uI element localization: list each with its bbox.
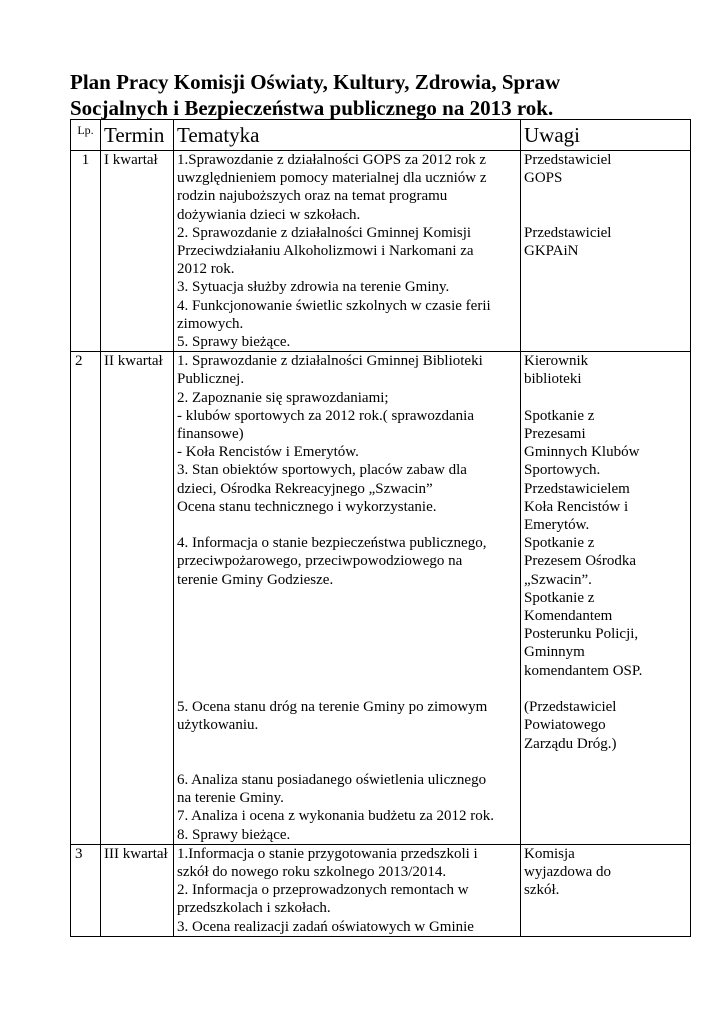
uwagi-line: szkół. [524, 882, 560, 899]
uwagi-line: GKPAiN [524, 243, 579, 260]
title-line-1: Plan Pracy Komisji Oświaty, Kultury, Zdrowia, Spraw [70, 70, 561, 94]
uwagi-line: Gminnych Klubów [524, 444, 640, 461]
uwagi-line: Prezesem Ośrodka [524, 553, 637, 570]
uwagi-line: Komendantem [524, 608, 613, 625]
uwagi-line: Prezesami [524, 426, 586, 443]
tematyka-line: rodzin najuboższych oraz na temat programu [177, 188, 448, 205]
row-uwagi [521, 352, 691, 844]
uwagi-line: Sportowych. [524, 462, 601, 479]
uwagi-line: Gminnym [524, 644, 585, 661]
tematyka-line: 2. Sprawozdanie z działalności Gminnej Komisji [177, 224, 472, 241]
tematyka-line: - Koła Rencistów i Emerytów. [177, 444, 359, 461]
uwagi-line: Posterunku Policji, [524, 626, 639, 643]
tematyka-line: przeciwpożarowego, przeciwpowodziowego na [177, 553, 463, 570]
tematyka-line: Publicznej. [177, 371, 245, 388]
tematyka-line: użytkowaniu. [177, 717, 259, 734]
tematyka-line: 1.Informacja o stanie przygotowania przedszkoli i [177, 845, 478, 862]
row-termin: I kwartał [101, 151, 174, 352]
tematyka-line: - klubów sportowych za 2012 rok.( sprawozdania [177, 407, 475, 424]
uwagi-line: Przedstawiciel [524, 224, 612, 241]
tematyka-line: przedszkolach i szkołach. [177, 900, 331, 917]
tematyka-line: finansowe) [177, 426, 244, 443]
row-tematyka [174, 151, 521, 352]
tematyka-line: dzieci, Ośrodka Rekreacyjnego „Szwacin” [177, 480, 433, 497]
tematyka-line: 5. Ocena stanu dróg na terenie Gminy po zimowym [177, 699, 488, 716]
uwagi-line: Zarządu Dróg.) [524, 735, 617, 752]
row-tematyka [174, 352, 521, 844]
row-lp: 3 [71, 844, 101, 936]
tematyka-line: 5. Sprawy bieżące. [177, 334, 291, 351]
tematyka-line: 2. Zapoznanie się sprawozdaniami; [177, 389, 389, 406]
uwagi-line [524, 680, 687, 698]
tematyka-line: na terenie Gminy. [177, 790, 284, 807]
tematyka-line: terenie Gminy Godziesze. [177, 571, 334, 588]
tematyka-line [177, 643, 517, 661]
tematyka-line: Ocena stanu technicznego i wykorzystanie. [177, 498, 437, 515]
uwagi-line: komendantem OSP. [524, 662, 643, 679]
uwagi-line: Emerytów. [524, 517, 590, 534]
uwagi-line [524, 206, 687, 224]
tematyka-line [177, 735, 517, 753]
uwagi-line: Powiatowego [524, 717, 606, 734]
tematyka-line: 7. Analiza i ocena z wykonania budżetu za 2012 rok. [177, 808, 494, 825]
tematyka-line [177, 753, 517, 771]
tematyka-line: zimowych. [177, 315, 244, 332]
table-row [71, 151, 691, 352]
header-tematyka: Tematyka [174, 120, 521, 151]
row-tematyka [174, 844, 521, 936]
uwagi-line: biblioteki [524, 371, 582, 388]
header-uwagi: Uwagi [521, 120, 691, 151]
work-plan-table [70, 119, 691, 937]
row-lp: 2 [71, 352, 101, 844]
row-termin: III kwartał [101, 844, 174, 936]
header-termin: Termin [101, 120, 174, 151]
tematyka-line: 4. Funkcjonowanie świetlic szkolnych w czasie ferii [177, 297, 491, 314]
tematyka-line: dożywiania dzieci w szkołach. [177, 206, 361, 223]
header-lp: Lp. [71, 120, 101, 151]
table-header-row [71, 120, 691, 151]
tematyka-line: 1. Sprawozdanie z działalności Gminnej Biblioteki [177, 353, 483, 370]
tematyka-line: szkół do nowego roku szkolnego 2013/2014. [177, 863, 447, 880]
tematyka-line: 2012 rok. [177, 261, 235, 278]
uwagi-line: Komisja [524, 845, 575, 862]
uwagi-line: wyjazdowa do [524, 863, 612, 880]
uwagi-line [524, 187, 687, 205]
tematyka-line: 4. Informacja o stanie bezpieczeństwa publicznego, [177, 535, 487, 552]
tematyka-line [177, 662, 517, 680]
table-row [71, 352, 691, 844]
uwagi-line [524, 389, 687, 407]
uwagi-line: GOPS [524, 170, 563, 187]
row-uwagi [521, 844, 691, 936]
uwagi-line: Kierownik [524, 353, 589, 370]
uwagi-line: Spotkanie z [524, 407, 595, 424]
tematyka-line: 8. Sprawy bieżące. [177, 826, 291, 843]
document-title [70, 69, 690, 121]
tematyka-line: 6. Analiza stanu posiadanego oświetlenia ulicznego [177, 771, 487, 788]
tematyka-line [177, 516, 517, 534]
tematyka-line [177, 680, 517, 698]
tematyka-line: Przeciwdziałaniu Alkoholizmowi i Narkomani za [177, 243, 474, 260]
tematyka-line: 3. Sytuacja służby zdrowia na terenie Gminy. [177, 279, 450, 296]
title-line-2: Socjalnych i Bezpieczeństwa publicznego na 2013 rok. [70, 96, 554, 120]
row-termin: II kwartał [101, 352, 174, 844]
tematyka-line: 3. Stan obiektów sportowych, placów zabaw dla [177, 462, 467, 479]
tematyka-line: uwzględnieniem pomocy materialnej dla uczniów z [177, 170, 487, 187]
uwagi-line: Spotkanie z [524, 589, 595, 606]
tematyka-line [177, 607, 517, 625]
uwagi-line: Spotkanie z [524, 535, 595, 552]
tematyka-line [177, 625, 517, 643]
tematyka-line [177, 589, 517, 607]
uwagi-line: Przedstawicielem [524, 480, 630, 497]
tematyka-line: 2. Informacja o przeprowadzonych remontach w [177, 882, 469, 899]
tematyka-line: 1.Sprawozdanie z działalności GOPS za 2012 rok z [177, 152, 487, 168]
tematyka-line: 3. Ocena realizacji zadań oświatowych w Gminie [177, 918, 474, 935]
uwagi-line: Przedstawiciel [524, 152, 612, 168]
row-lp: 1 [71, 151, 101, 352]
uwagi-line: „Szwacin”. [524, 571, 592, 588]
table-row [71, 844, 691, 936]
uwagi-line: Koła Rencistów i [524, 498, 629, 515]
uwagi-line: (Przedstawiciel [524, 699, 617, 716]
row-uwagi [521, 151, 691, 352]
